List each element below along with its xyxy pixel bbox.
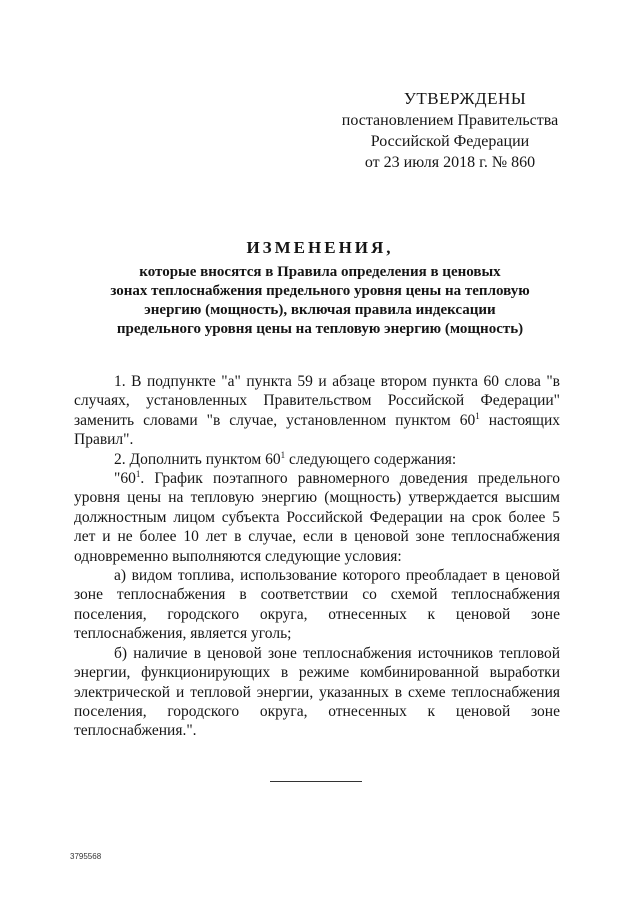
subtitle-line-4: предельного уровня цены на тепловую энергию (мощность) — [116, 321, 524, 337]
paragraph-2-text: 2. Дополнить пунктом 60 — [114, 450, 281, 468]
paragraph-2-tail: следующего содержания: — [285, 450, 457, 468]
document-code: 3795568 — [70, 852, 102, 861]
subtitle-line-3: энергию (мощность), включая правила индексации — [144, 302, 496, 318]
approval-stamp — [330, 88, 570, 173]
paragraph-1-text: 1. В подпункте "а" пункта 59 и абзаце втором пункта 60 слова "в случаях, установленных Правительством Российской Федерации" заменить словами "в случае, установленном пунктом 60 — [74, 373, 560, 429]
paragraph-5: б) наличие в ценовой зоне теплоснабжения источников тепловой энергии, функционирующих в режиме комбинированной выработки электрической и тепловой энергии, указанных в схеме теплоснабжения поселения, городского округа, отнесенных к ценовой зоне теплоснабжения.". — [74, 644, 560, 740]
paragraph-1-tail: настоящих Правил". — [74, 411, 560, 449]
paragraph-3-tail: . График поэтапного равномерного доведения предельного уровня цены на тепловую энергию (мощность) утверждается высшим должностным лицом субъекта Российской Федерации на срок более 5 лет и не более 10 лет в случае, если в ценовой зоне теплоснабжения одновременно выполняются следующие условия: — [74, 470, 560, 565]
paragraph-3-text: "60 — [114, 470, 136, 488]
closing-rule — [270, 781, 362, 782]
superscript: 1 — [280, 449, 286, 460]
superscript: 1 — [475, 410, 480, 421]
subtitle-line-2: зонах теплоснабжения предельного уровня цены на тепловую — [110, 283, 530, 299]
approval-heading: УТВЕРЖДЕНЫ — [403, 89, 527, 108]
document-body — [74, 372, 560, 741]
approval-line-3: от 23 июля 2018 г. № 860 — [364, 154, 536, 171]
superscript: 1 — [135, 469, 141, 480]
paragraph-2 — [74, 450, 560, 469]
paragraph-3 — [74, 469, 560, 566]
approval-line-1: постановлением Правительства — [341, 112, 559, 129]
document-subtitle — [60, 263, 580, 339]
document-title: ИЗМЕНЕНИЯ, — [246, 238, 394, 257]
subtitle-line-1: которые вносятся в Правила определения в ценовых — [139, 264, 501, 280]
paragraph-4: а) видом топлива, использование которого преобладает в ценовой зоне теплоснабжения в соответствии со схемой теплоснабжения поселения, городского округа, отнесенных к ценовой зоне теплоснабжения, является уголь; — [74, 567, 560, 643]
approval-line-2: Российской Федерации — [370, 133, 530, 150]
paragraph-1 — [74, 372, 560, 450]
